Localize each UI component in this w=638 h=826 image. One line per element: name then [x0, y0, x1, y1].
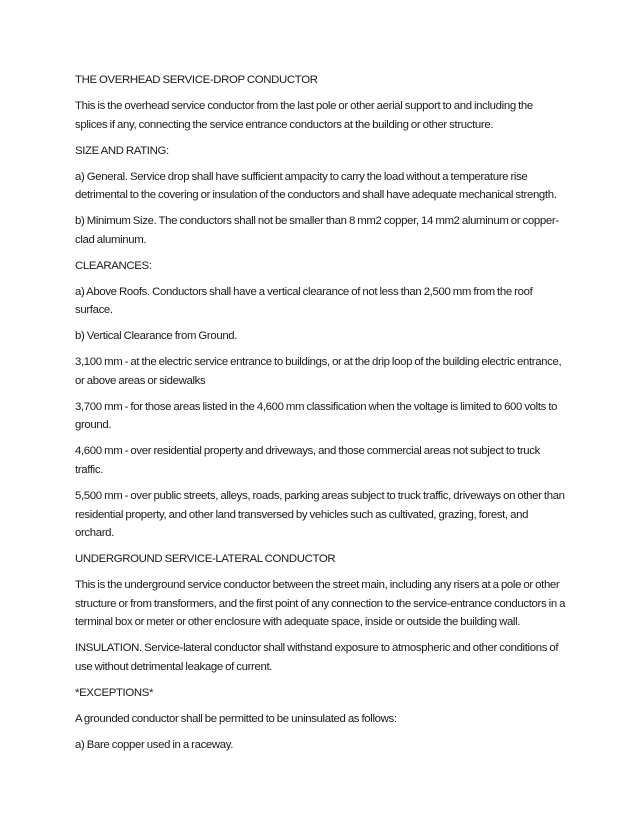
paragraph-grounded-conductor: A grounded conductor shall be permitted to be uninsulated as follows:	[75, 712, 397, 725]
heading-underground-service-lateral: UNDERGROUND SERVICE-LATERAL CONDUCTOR	[75, 553, 336, 566]
paragraph-clearance-5500: 5,500 mm - over public streets, alleys, roads, parking areas subject to truck traffic, driveways on other than residential property, and other land transversed by vehicles such as cultivated, grazing, forest, and orchard.	[75, 489, 565, 540]
paragraph-clearance-3100: 3,100 mm - at the electric service entrance to buildings, or at the drip loop of the building electric entrance, or above areas or sidewalks	[75, 356, 562, 387]
heading-clearances: CLEARANCES:	[75, 259, 152, 272]
paragraph-clearance-4600: 4,600 mm - over residential property and driveways, and those commercial areas not subject to truck traffic.	[75, 445, 540, 476]
paragraph-underground-definition: This is the underground service conductor between the street main, including any risers at a pole or other structure or from transformers, and the first point of any connection to the service-entrance conductors in a terminal box or meter or other enclosure with adequate space, inside or outside the building wall.	[75, 579, 566, 629]
paragraph-general: a) General. Service drop shall have sufficient ampacity to carry the load without a temperature rise detrimental to the covering or insulation of the conductors and shall have adequate mechanical strength.	[75, 170, 557, 202]
paragraph-above-roofs: a) Above Roofs. Conductors shall have a vertical clearance of not less than 2,500 mm from the roof surface.	[75, 285, 533, 317]
document-body	[75, 71, 567, 762]
paragraph-vertical-clearance: b) Vertical Clearance from Ground.	[75, 330, 238, 343]
heading-exceptions: *EXCEPTIONS*	[75, 686, 154, 699]
heading-size-and-rating: SIZE AND RATING:	[75, 144, 169, 157]
paragraph-insulation: INSULATION. Service-lateral conductor shall withstand exposure to atmospheric and other conditions of use without detrimental leakage of current.	[75, 642, 559, 673]
paragraph-clearance-3700: 3,700 mm - for those areas listed in the 4,600 mm classification when the voltage is limited to 600 volts to ground.	[75, 400, 558, 432]
paragraph-overhead-definition: This is the overhead service conductor from the last pole or other aerial support to and including the splices if any, connecting the service entrance conductors at the building or other structure.	[75, 99, 533, 131]
heading-overhead-service-drop: THE OVERHEAD SERVICE-DROP CONDUCTOR	[75, 74, 318, 86]
paragraph-bare-copper: a) Bare copper used in a raceway.	[75, 738, 234, 751]
paragraph-minimum-size: b) Minimum Size. The conductors shall not be smaller than 8 mm2 copper, 14 mm2 aluminum or copper-clad aluminum.	[75, 215, 559, 246]
